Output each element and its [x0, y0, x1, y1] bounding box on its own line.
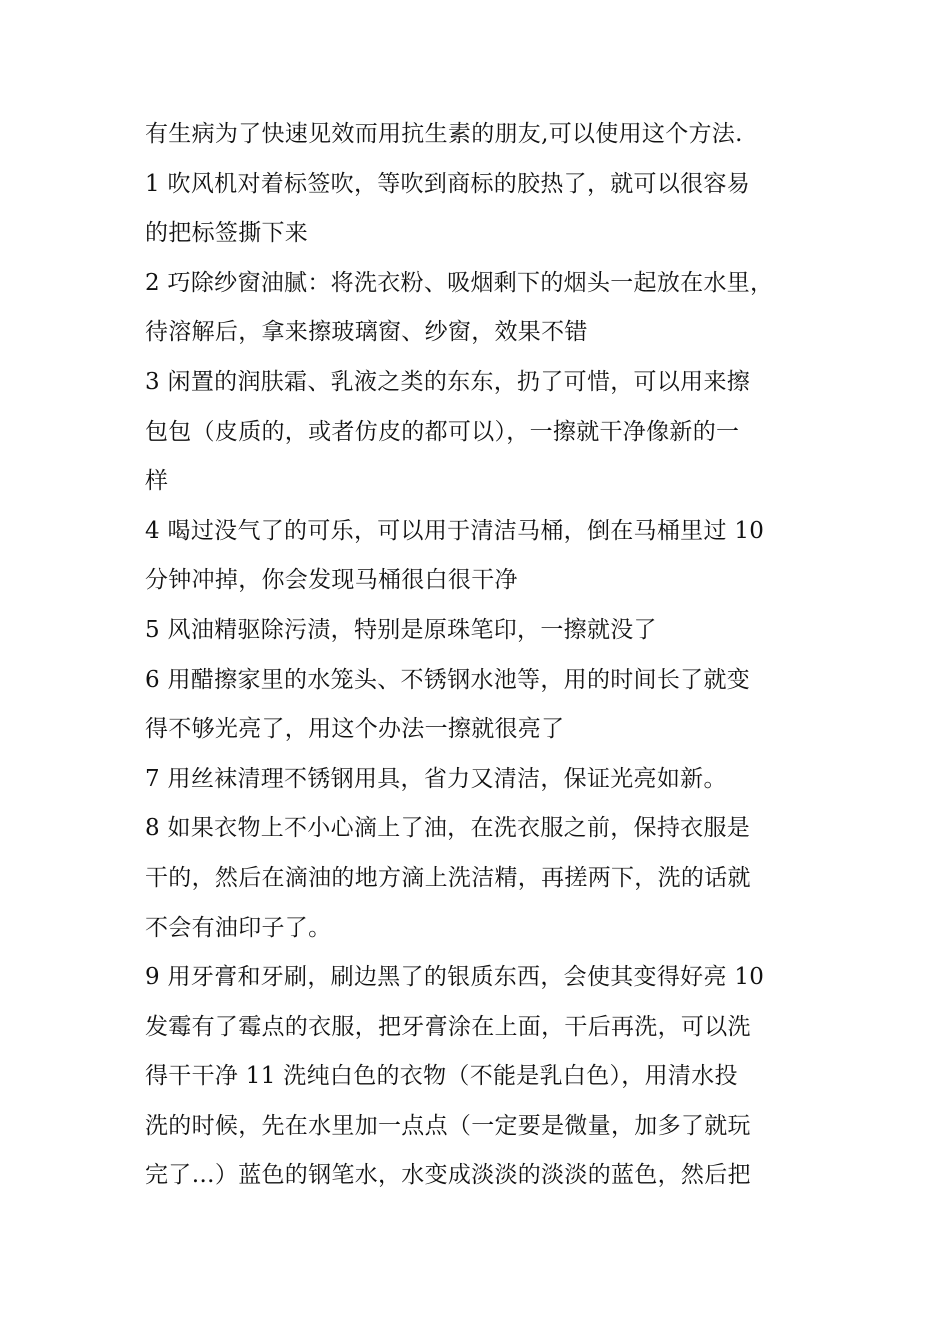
text-line: 不会有油印子了。: [145, 914, 332, 941]
text-line: 包包（皮质的，或者仿皮的都可以），一擦就干净像新的一: [145, 418, 740, 445]
text-line: 待溶解后，拿来擦玻璃窗、纱窗，效果不错: [145, 319, 588, 346]
text-line: 8 如果衣物上不小心滴上了油，在洗衣服之前，保持衣服是: [145, 815, 751, 842]
text-line: 5 风油精驱除污渍，特别是原珠笔印，一擦就没了: [145, 616, 657, 643]
text-line: 洗的时候，先在水里加一点点（一定要是微量，加多了就玩: [145, 1112, 751, 1139]
text-line: 7 用丝袜清理不锈钢用具，省力又清洁，保证光亮如新。: [145, 765, 727, 792]
text-line: 6 用醋擦家里的水笼头、不锈钢水池等，用的时间长了就变: [145, 666, 751, 693]
text-line: 9 用牙膏和牙刷，刷边黑了的银质东西，会使其变得好亮 10: [145, 964, 765, 991]
text-line: 得干干净 11 洗纯白色的衣物（不能是乳白色），用清水投: [145, 1063, 738, 1090]
text-line: 的把标签撕下来: [145, 220, 309, 247]
text-line: 样: [145, 468, 169, 495]
text-line: 干的，然后在滴油的地方滴上洗洁精，再搓两下，洗的话就: [145, 864, 751, 891]
text-line: 发霉有了霉点的衣服，把牙膏涂在上面，干后再洗，可以洗: [145, 1013, 751, 1040]
text-line: 分钟冲掉，你会发现马桶很白很干净: [145, 567, 518, 594]
text-line: 2 巧除纱窗油腻：将洗衣粉、吸烟剩下的烟头一起放在水里，: [145, 269, 774, 296]
text-line: 得不够光亮了，用这个办法一擦就很亮了: [145, 716, 565, 743]
text-line: 有生病为了快速见效而用抗生素的朋友,可以使用这个方法.: [145, 121, 743, 147]
text-line: 完了…）蓝色的钢笔水，水变成淡淡的淡淡的蓝色，然后把: [145, 1162, 751, 1189]
text-line: 1 吹风机对着标签吹，等吹到商标的胶热了，就可以很容易: [145, 170, 751, 197]
text-line: 3 闲置的润肤霜、乳液之类的东东，扔了可惜，可以用来擦: [145, 368, 751, 395]
document-body: [145, 110, 825, 1201]
text-line: 4 喝过没气了的可乐，可以用于清洁马桶，倒在马桶里过 10: [145, 517, 765, 544]
